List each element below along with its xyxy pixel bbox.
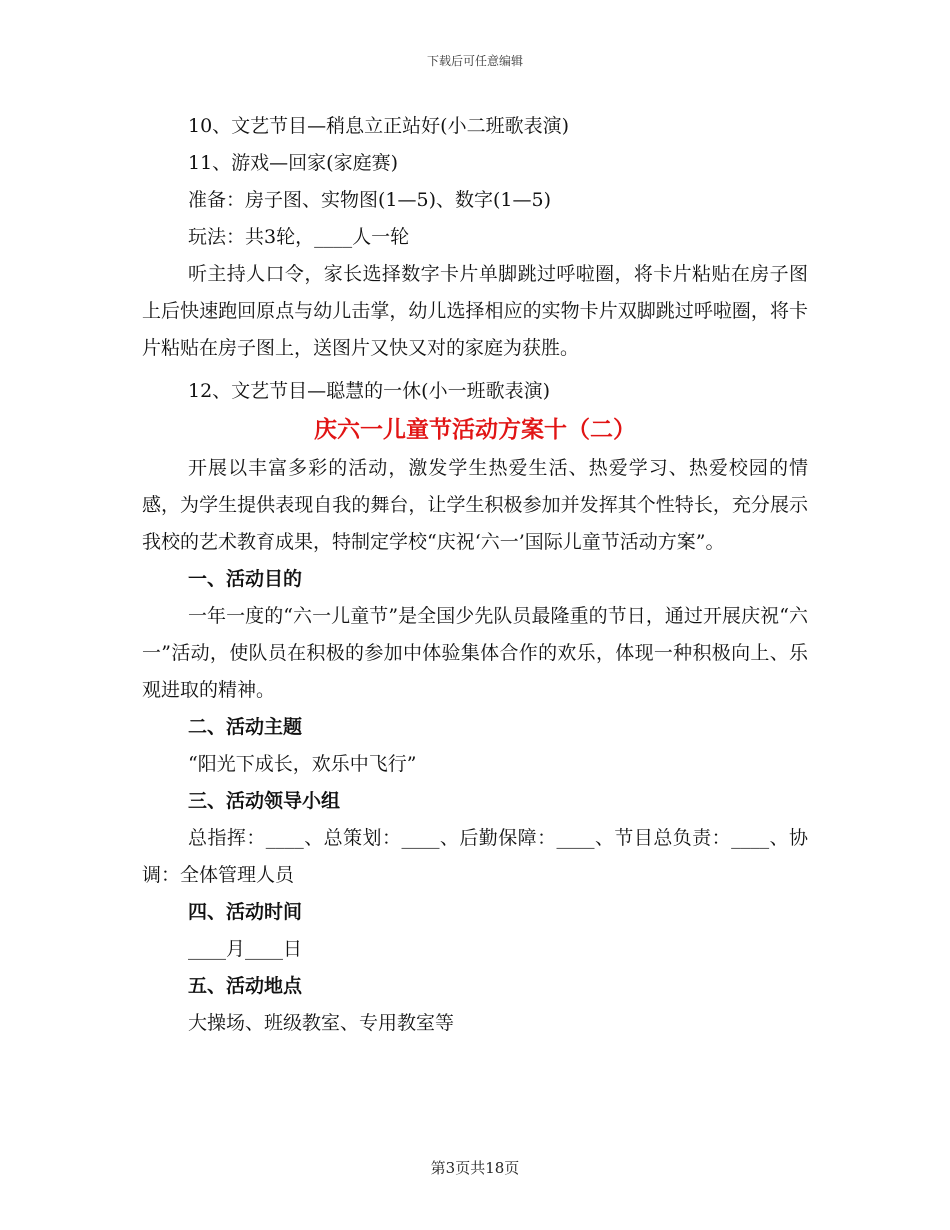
heading-theme: 二、活动主题 xyxy=(188,716,303,738)
paragraph-item-11: 11、游戏—回家(家庭赛) xyxy=(188,152,399,174)
body-location: 大操场、班级教室、专用教室等 xyxy=(188,1012,455,1034)
section-title: 庆六一儿童节活动方案十（二） xyxy=(314,416,636,443)
paragraph-rules: 玩法：共3轮，____人一轮 xyxy=(188,226,410,248)
paragraph-item-12: 12、文艺节目—聪慧的一休(小一班歌表演) xyxy=(188,380,551,402)
body-leadership: 总指挥：____、总策划：____、后勤保障：____、节目总负责：____、协调：全体管理人员 xyxy=(142,827,808,886)
body-purpose: 一年一度的“六一儿童节”是全国少先队员最隆重的节日，通过开展庆祝“六一”活动，使队员在积极的参加中体验集体合作的欢乐，体现一种积极向上、乐观进取的精神。 xyxy=(142,605,808,701)
paragraph-preparation: 准备：房子图、实物图(1—5)、数字(1—5) xyxy=(188,189,552,211)
heading-leadership: 三、活动领导小组 xyxy=(188,790,341,812)
intro-paragraph: 开展以丰富多彩的活动，激发学生热爱生活、热爱学习、热爱校园的情感，为学生提供表现自我的舞台，让学生积极参加并发挥其个性特长，充分展示我校的艺术教育成果，特制定学校“庆祝‘六一’国际儿童节活动方案”。 xyxy=(142,457,808,553)
body-time: ____月____日 xyxy=(188,938,303,960)
heading-time: 四、活动时间 xyxy=(188,901,303,923)
page-footer: 第3页共18页 xyxy=(430,1159,520,1177)
paragraph-item-10: 10、文艺节目—稍息立正站好(小二班歌表演) xyxy=(188,115,570,137)
document-body xyxy=(142,108,808,1042)
page-header: 下载后可任意编辑 xyxy=(426,54,523,68)
heading-purpose: 一、活动目的 xyxy=(188,568,303,590)
heading-location: 五、活动地点 xyxy=(188,975,303,997)
paragraph-instructions: 听主持人口令，家长选择数字卡片单脚跳过呼啦圈，将卡片粘贴在房子图上后快速跑回原点与幼儿击掌，幼儿选择相应的实物卡片双脚跳过呼啦圈，将卡片粘贴在房子图上，送图片又快又对的家庭为获胜。 xyxy=(142,263,808,359)
body-theme: “阳光下成长，欢乐中飞行” xyxy=(188,753,417,775)
